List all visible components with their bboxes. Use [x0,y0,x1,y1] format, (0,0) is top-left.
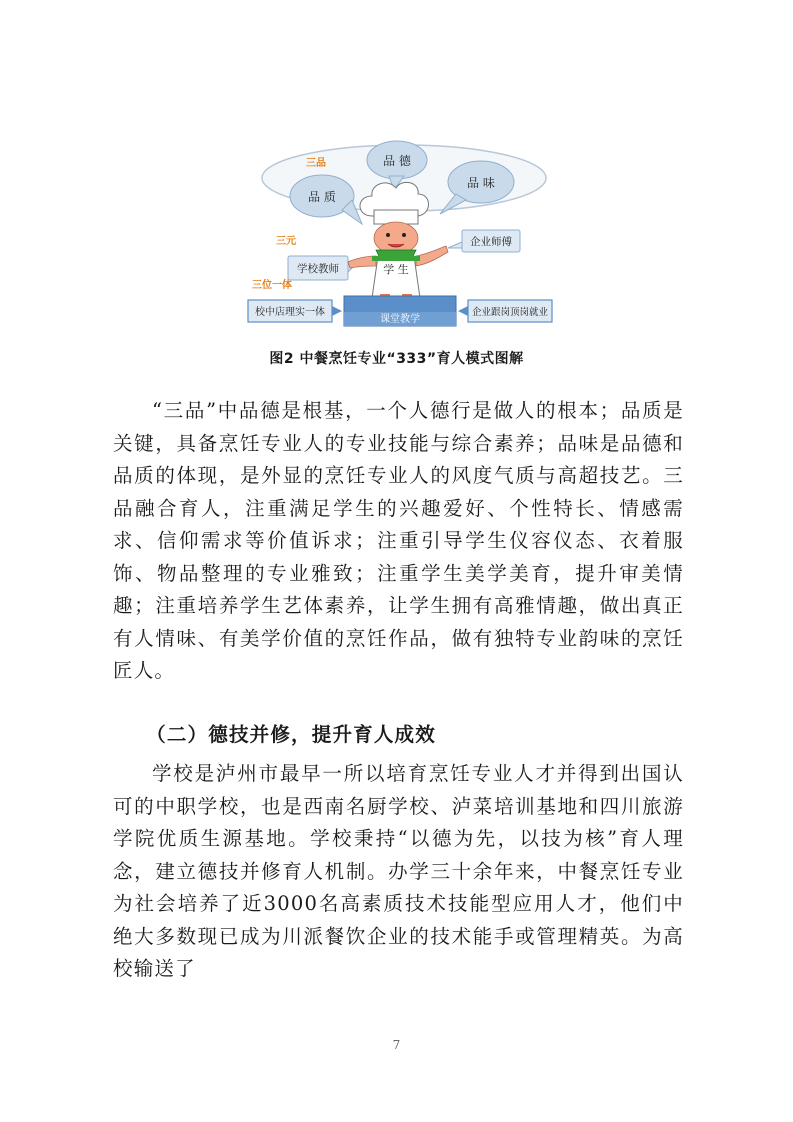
label-pinzhi: 品 质 [308,190,336,204]
label-sanpin: 三品 [306,158,326,169]
box-right [458,300,552,322]
box-qiye [448,230,520,252]
label-left-box: 校中店理实一体 [255,307,325,318]
page-number: 7 [392,1038,401,1052]
label-sanwei: 三位一体 [252,280,292,291]
diagram-svg [244,138,554,333]
label-right-box: 企业跟岗顶岗就业 [471,307,549,318]
figure-caption: 图2 中餐烹饪专业“333”育人模式图解 [269,351,524,367]
box-left [248,300,342,322]
paragraph-sanpin: “三品”中品德是根基，一个人德行是做人的根本；品质是关键，具备烹饪专业人的专业技能与综合素养；品味是品德和品质的体现，是外显的烹饪专业人的风度气质与高超技艺。三品融合育人，注重满足学生的兴趣爱好、个性特长、情感需求、信仰需求等价值诉求；注重引导学生仪容仪态、衣着服饰、物品整理的专业雅致；注重学生美学美育，提升审美情趣；注重培养学生艺体素养，让学生拥有高雅情趣，做出真正有人情味、有美学价值的烹饪作品，做有独特专业韵味的烹饪匠人。 [113,399,684,682]
label-xuexiao: 学校教师 [297,263,339,275]
label-xuesheng: 学 生 [383,263,409,276]
paragraph-school: 学校是泸州市最早一所以培育烹饪专业人才并得到出国认可的中职学校，也是西南名厨学校、泸菜培训基地和四川旅游学院优质生源基地。学校秉持“以德为先，以技为核”育人理念，建立德技并修育人机制。办学三十余年来，中餐烹饪专业为社会培养了近3000名高素质技术技能型应用人才，他们中绝大多数现已成为川派餐饮企业的技术能手或管理精英。为高校输送了 [113,762,684,980]
box-center [344,296,456,326]
label-sanyuan: 三元 [276,236,296,247]
label-pinde: 品 德 [383,154,411,168]
label-pinwei: 品 味 [467,176,495,190]
label-center-box: 课堂教学 [380,314,420,325]
figure-333-model [244,138,554,333]
section-heading: （二）德技并修，提升育人成效 [146,723,436,746]
label-qiye: 企业师傅 [470,236,512,248]
